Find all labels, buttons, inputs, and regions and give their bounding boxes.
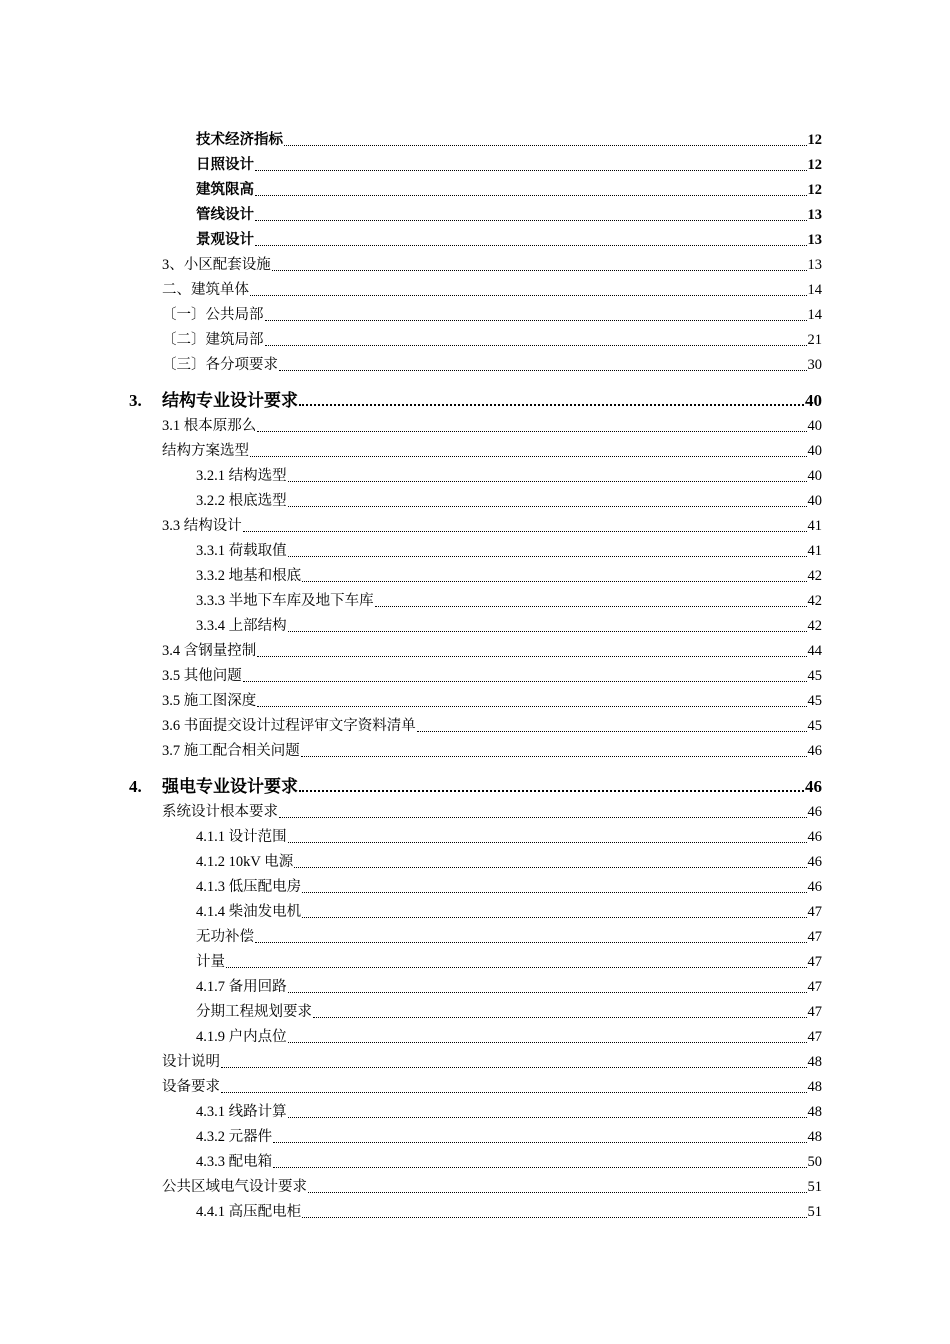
toc-entry[interactable]: [0, 996, 822, 1021]
toc-entry-title: 3.4 含钢量控制: [162, 643, 257, 659]
toc-dot-leader: [288, 1042, 807, 1043]
toc-entry-title: 无功补偿: [196, 929, 254, 945]
toc-chapter-entry[interactable]: [0, 760, 822, 796]
toc-entry[interactable]: [0, 1096, 822, 1121]
toc-dot-leader: [375, 606, 807, 607]
toc-entry[interactable]: [0, 149, 822, 174]
toc-page-number: 12: [807, 182, 822, 198]
toc-entry-title: 管线设计: [196, 207, 254, 223]
toc-entry[interactable]: [0, 1071, 822, 1096]
toc-entry-title: 景观设计: [196, 232, 254, 248]
toc-page-number: 46: [807, 879, 822, 895]
toc-dot-leader: [288, 992, 807, 993]
toc-page-number: 40: [807, 443, 822, 459]
toc-page-number: 47: [807, 954, 822, 970]
toc-entry-title: 分期工程规划要求: [196, 1004, 312, 1020]
toc-entry[interactable]: [0, 821, 822, 846]
toc-chapter-entry[interactable]: [0, 374, 822, 410]
toc-dot-leader: [243, 681, 807, 682]
toc-entry-title: 4.1.1 设计范围: [196, 829, 287, 845]
toc-page-number: 40: [807, 493, 822, 509]
toc-dot-leader: [301, 756, 807, 757]
toc-entry-title: 4.4.1 高压配电柜: [196, 1204, 302, 1220]
toc-entry[interactable]: [0, 410, 822, 435]
toc-page-number: 12: [807, 157, 822, 173]
toc-page-number: 50: [807, 1154, 822, 1170]
toc-page-number: 41: [807, 518, 822, 534]
toc-entry[interactable]: [0, 685, 822, 710]
toc-page-number: 14: [807, 307, 822, 323]
toc-entry-title: 3.1 根本原那么: [162, 418, 257, 434]
toc-page-number: 45: [807, 718, 822, 734]
toc-entry-title: 〔二〕建筑局部: [162, 332, 264, 348]
toc-page-number: 51: [807, 1204, 822, 1220]
toc-dot-leader: [284, 145, 807, 146]
toc-page-number: 46: [805, 777, 822, 796]
toc-entry[interactable]: [0, 921, 822, 946]
toc-entry-title: 系统设计根本要求: [162, 804, 278, 820]
toc-page-number: 46: [807, 804, 822, 820]
toc-entry-title: 3.5 施工图深度: [162, 693, 257, 709]
toc-entry-title: 计量: [196, 954, 225, 970]
toc-entry[interactable]: [0, 896, 822, 921]
toc-entry[interactable]: [0, 560, 822, 585]
toc-entry[interactable]: [0, 224, 822, 249]
toc-dot-leader: [294, 867, 806, 868]
toc-entry-title: 4.3.3 配电箱: [196, 1154, 273, 1170]
toc-dot-leader: [288, 631, 807, 632]
table-of-contents: [0, 124, 950, 1221]
toc-dot-leader: [299, 790, 804, 792]
toc-page-number: 13: [807, 207, 822, 223]
toc-page-number: 48: [807, 1104, 822, 1120]
toc-dot-leader: [265, 320, 807, 321]
toc-entry-title: 设计说明: [162, 1054, 220, 1070]
toc-entry[interactable]: [0, 435, 822, 460]
toc-dot-leader: [257, 706, 806, 707]
toc-page-number: 46: [807, 829, 822, 845]
toc-dot-leader: [221, 1067, 807, 1068]
toc-entry[interactable]: [0, 1021, 822, 1046]
toc-dot-leader: [265, 345, 807, 346]
toc-entry[interactable]: [0, 846, 822, 871]
toc-page-number: 40: [805, 391, 822, 410]
toc-dot-leader: [243, 531, 807, 532]
toc-dot-leader: [288, 842, 807, 843]
toc-entry[interactable]: [0, 324, 822, 349]
toc-entry[interactable]: [0, 971, 822, 996]
toc-dot-leader: [257, 431, 806, 432]
toc-page-number: 12: [807, 132, 822, 148]
toc-entry[interactable]: [0, 871, 822, 896]
toc-entry-title: 建筑限高: [196, 182, 254, 198]
toc-entry[interactable]: [0, 946, 822, 971]
toc-dot-leader: [288, 506, 807, 507]
toc-entry-title: 3.7 施工配合相关问题: [162, 743, 300, 759]
toc-page-number: 42: [807, 593, 822, 609]
toc-entry[interactable]: [0, 796, 822, 821]
toc-entry[interactable]: [0, 1046, 822, 1071]
toc-entry-title: 结构专业设计要求: [162, 391, 298, 410]
toc-dot-leader: [313, 1017, 807, 1018]
toc-dot-leader: [279, 817, 807, 818]
toc-entry[interactable]: [0, 660, 822, 685]
toc-dot-leader: [273, 1167, 806, 1168]
toc-dot-leader: [299, 404, 804, 406]
toc-entry[interactable]: [0, 535, 822, 560]
toc-entry[interactable]: [0, 585, 822, 610]
toc-entry-title: 日照设计: [196, 157, 254, 173]
toc-dot-leader: [255, 220, 807, 221]
toc-entry[interactable]: [0, 610, 822, 635]
toc-entry-title: 3.5 其他问题: [162, 668, 242, 684]
toc-entry-title: 〔一〕公共局部: [162, 307, 264, 323]
toc-entry[interactable]: [0, 174, 822, 199]
toc-dot-leader: [221, 1092, 807, 1093]
toc-entry-title: 3.3.2 地基和根底: [196, 568, 302, 584]
toc-entry-title: 3、小区配套设施: [162, 257, 271, 273]
toc-entry[interactable]: [0, 249, 822, 274]
toc-entry[interactable]: [0, 349, 822, 374]
toc-chapter-number: 3.: [129, 391, 142, 410]
toc-page-number: 48: [807, 1054, 822, 1070]
toc-entry-title: 3.3.3 半地下车库及地下车库: [196, 593, 374, 609]
toc-dot-leader: [250, 295, 807, 296]
toc-entry-title: 3.3.4 上部结构: [196, 618, 287, 634]
toc-dot-leader: [302, 917, 806, 918]
toc-page-number: 47: [807, 979, 822, 995]
toc-entry[interactable]: [0, 1171, 822, 1196]
toc-dot-leader: [226, 967, 807, 968]
toc-chapter-number: 4.: [129, 777, 142, 796]
toc-entry[interactable]: [0, 274, 822, 299]
toc-dot-leader: [288, 1117, 807, 1118]
toc-page-number: 42: [807, 618, 822, 634]
toc-page-number: 40: [807, 418, 822, 434]
toc-page-number: 13: [807, 232, 822, 248]
toc-entry[interactable]: [0, 1121, 822, 1146]
toc-entry-title: 结构方案选型: [162, 443, 249, 459]
toc-entry-title: 〔三〕各分项要求: [162, 357, 278, 373]
toc-dot-leader: [250, 456, 807, 457]
toc-entry-title: 4.1.4 柴油发电机: [196, 904, 302, 920]
toc-page-number: 47: [807, 1029, 822, 1045]
toc-entry[interactable]: [0, 1146, 822, 1171]
toc-dot-leader: [302, 1217, 806, 1218]
toc-dot-leader: [279, 370, 807, 371]
toc-page-number: 47: [807, 904, 822, 920]
toc-page-number: 47: [807, 1004, 822, 1020]
toc-entry-title: 4.3.2 元器件: [196, 1129, 273, 1145]
toc-page-number: 46: [807, 743, 822, 759]
toc-dot-leader: [308, 1192, 807, 1193]
toc-dot-leader: [302, 892, 806, 893]
toc-entry[interactable]: [0, 124, 822, 149]
toc-dot-leader: [255, 942, 807, 943]
toc-entry[interactable]: [0, 199, 822, 224]
toc-entry-title: 3.3.1 荷载取值: [196, 543, 287, 559]
toc-entry[interactable]: [0, 635, 822, 660]
toc-dot-leader: [255, 245, 807, 246]
toc-page-number: 44: [807, 643, 822, 659]
toc-entry-title: 4.3.1 线路计算: [196, 1104, 287, 1120]
toc-entry-title: 4.1.2 10kV 电源: [196, 854, 294, 870]
toc-entry-title: 强电专业设计要求: [162, 777, 298, 796]
toc-page-number: 30: [807, 357, 822, 373]
toc-dot-leader: [272, 270, 807, 271]
toc-page-number: 40: [807, 468, 822, 484]
toc-entry-title: 设备要求: [162, 1079, 220, 1095]
toc-page-number: 42: [807, 568, 822, 584]
toc-entry[interactable]: [0, 735, 822, 760]
toc-page-number: 46: [807, 854, 822, 870]
toc-entry[interactable]: [0, 460, 822, 485]
toc-entry[interactable]: [0, 299, 822, 324]
toc-dot-leader: [302, 581, 806, 582]
toc-entry-title: 3.3 结构设计: [162, 518, 242, 534]
toc-page-number: 48: [807, 1129, 822, 1145]
toc-page-number: 41: [807, 543, 822, 559]
toc-entry-title: 3.6 书面提交设计过程评审文字资料清单: [162, 718, 416, 734]
toc-entry-title: 公共区域电气设计要求: [162, 1179, 307, 1195]
toc-entry[interactable]: [0, 485, 822, 510]
toc-entry-title: 技术经济指标: [196, 132, 283, 148]
toc-dot-leader: [273, 1142, 806, 1143]
toc-page-number: 13: [807, 257, 822, 273]
toc-entry-title: 4.1.9 户内点位: [196, 1029, 287, 1045]
toc-entry[interactable]: [0, 510, 822, 535]
toc-dot-leader: [417, 731, 807, 732]
toc-entry[interactable]: [0, 1196, 822, 1221]
toc-entry-title: 二、建筑单体: [162, 282, 249, 298]
toc-entry-title: 4.1.7 备用回路: [196, 979, 287, 995]
toc-dot-leader: [255, 170, 807, 171]
toc-page-number: 14: [807, 282, 822, 298]
toc-dot-leader: [288, 481, 807, 482]
toc-page-number: 45: [807, 693, 822, 709]
toc-dot-leader: [257, 656, 806, 657]
toc-entry-title: 4.1.3 低压配电房: [196, 879, 302, 895]
toc-dot-leader: [288, 556, 807, 557]
toc-dot-leader: [255, 195, 807, 196]
toc-page-number: 51: [807, 1179, 822, 1195]
toc-page-number: 45: [807, 668, 822, 684]
toc-page-number: 47: [807, 929, 822, 945]
toc-page-number: 21: [807, 332, 822, 348]
toc-page-number: 48: [807, 1079, 822, 1095]
toc-entry-title: 3.2.2 根底选型: [196, 493, 287, 509]
toc-entry[interactable]: [0, 710, 822, 735]
toc-entry-title: 3.2.1 结构选型: [196, 468, 287, 484]
